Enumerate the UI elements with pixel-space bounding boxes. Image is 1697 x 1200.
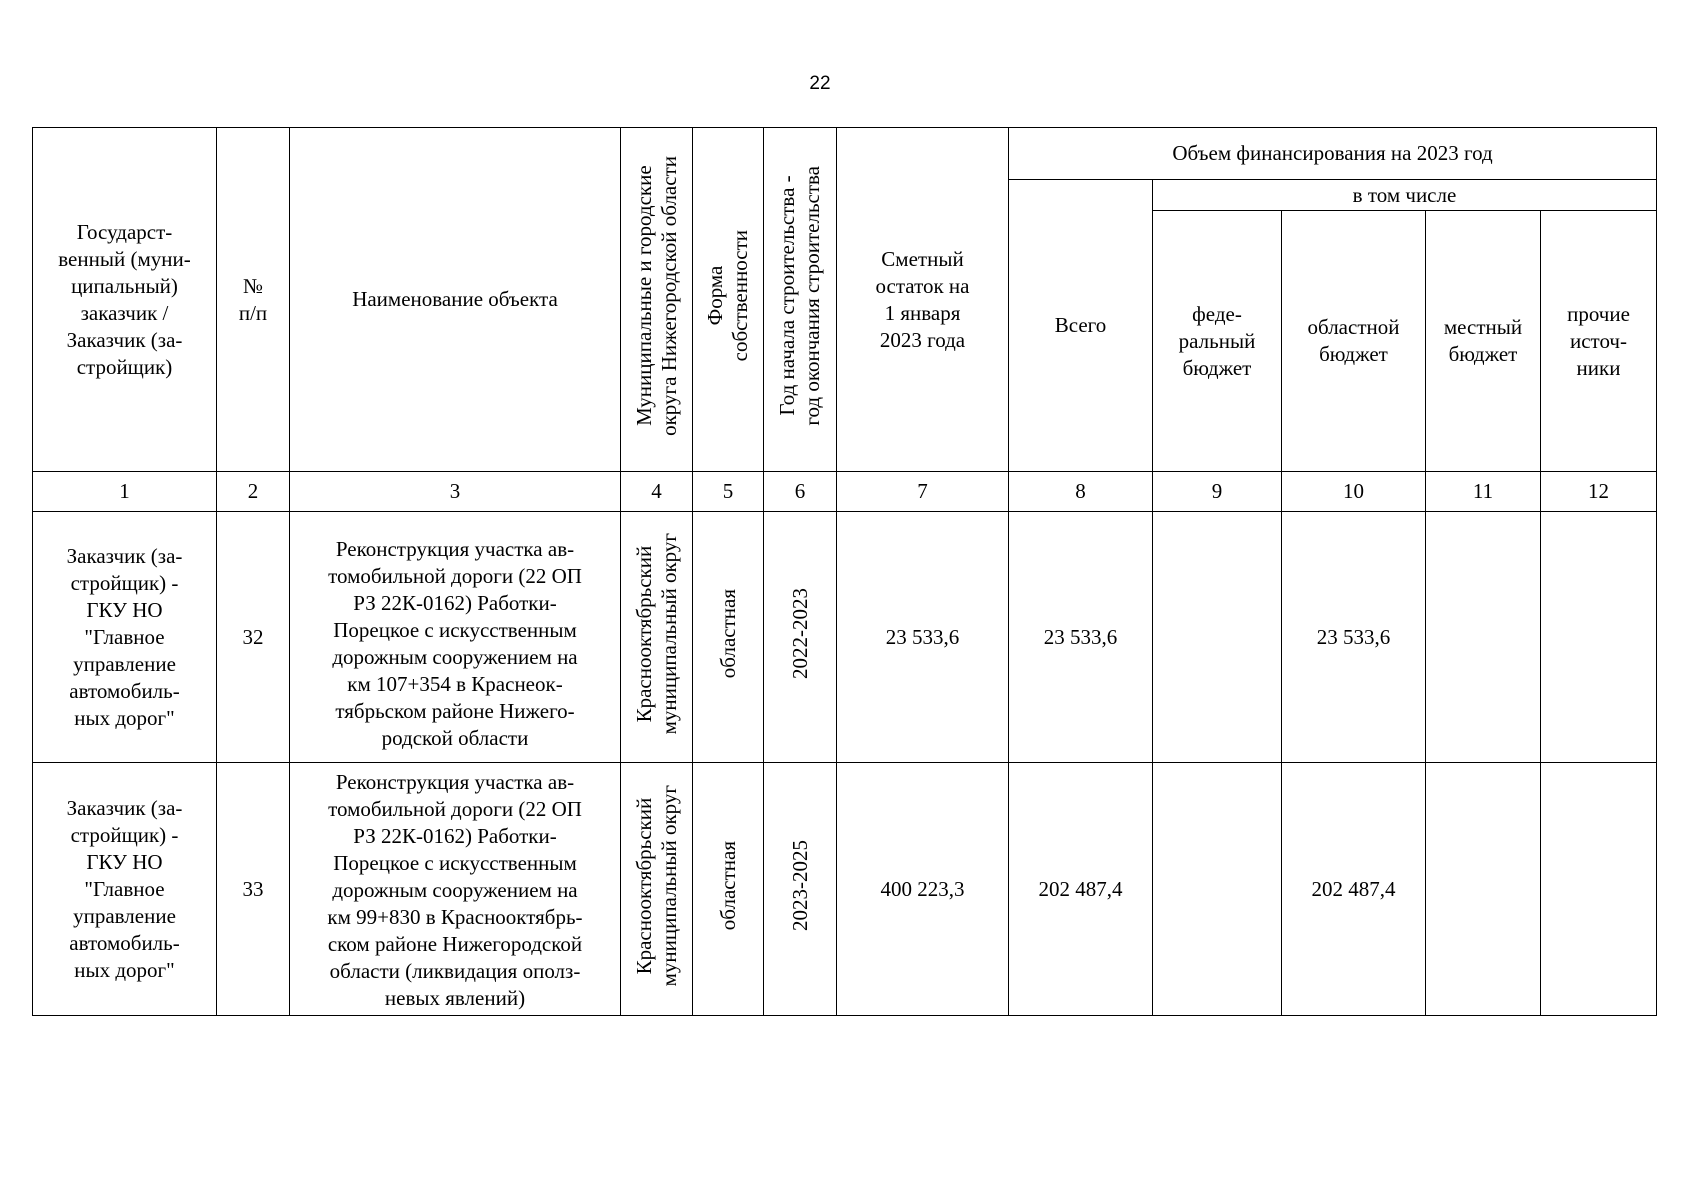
row-num: 33 [217, 763, 290, 1016]
column-number: 4 [621, 472, 693, 512]
header-num-text: № п/п [238, 273, 268, 325]
financing-table [32, 127, 1657, 1016]
header-other-text: прочие источ- ники [1567, 301, 1630, 380]
column-number: 5 [693, 472, 764, 512]
header-total: Всего [1009, 180, 1153, 472]
header-name: Наименование объекта [290, 128, 621, 472]
row-estimate: 400 223,3 [837, 763, 1009, 1016]
column-number: 1 [33, 472, 217, 512]
row-district-text: Краснооктябрьский муниципальный округ [631, 532, 681, 735]
row-local [1426, 512, 1541, 763]
row-local [1426, 763, 1541, 1016]
table-row [33, 763, 1657, 1016]
row-object-name-text: Реконструкция участка ав- томобильной дороги (22 ОП РЗ 22К-0162) Работки- Порецкое с искусственным дорожным сооружением на км 99+830 в Краснооктябрь- ском районе Нижегородской области (ликвидация ополз- невых явлений) [327, 769, 583, 1010]
header-including: в том числе [1153, 180, 1657, 211]
table-row [33, 512, 1657, 763]
row-years-text: 2023-2025 [787, 840, 812, 931]
row-total: 23 533,6 [1009, 512, 1153, 763]
row-regional: 23 533,6 [1282, 512, 1426, 763]
column-number: 2 [217, 472, 290, 512]
row-federal [1153, 763, 1282, 1016]
header-customer-text: Государст- венный (муни- ципальный) заказчик / Заказчик (за- стройщик) [58, 219, 191, 379]
header-local [1426, 211, 1541, 472]
header-ownership [693, 128, 764, 472]
row-years-text: 2022-2023 [787, 588, 812, 679]
row-ownership-text: областная [715, 840, 740, 931]
row-district [621, 763, 693, 1016]
row-customer-text: Заказчик (за- стройщик) - ГКУ НО "Главное управление автомобиль- ных дорог" [66, 543, 183, 730]
header-local-text: местный бюджет [1443, 315, 1523, 366]
header-regional-text: областной бюджет [1307, 315, 1400, 366]
row-customer [33, 763, 217, 1016]
header-federal [1153, 211, 1282, 472]
row-object-name-text: Реконструкция участка ав- томобильной дороги (22 ОП РЗ 22К-0162) Работки- Порецкое с искусственным дорожным сооружением на км 107+354 в Краснеок- тябрьском районе Нижего- родской области [328, 537, 582, 750]
row-estimate: 23 533,6 [837, 512, 1009, 763]
row-district-text: Краснооктябрьский муниципальный округ [631, 784, 681, 987]
column-number: 7 [837, 472, 1009, 512]
row-num: 32 [217, 512, 290, 763]
row-customer-text: Заказчик (за- стройщик) - ГКУ НО "Главное управление автомобиль- ных дорог" [66, 795, 183, 982]
header-financing: Объем финансирования на 2023 год [1009, 128, 1657, 180]
row-district [621, 512, 693, 763]
row-object-name [290, 763, 621, 1016]
row-total: 202 487,4 [1009, 763, 1153, 1016]
row-years [764, 763, 837, 1016]
header-other [1541, 211, 1657, 472]
column-number: 11 [1426, 472, 1541, 512]
row-customer [33, 512, 217, 763]
row-regional: 202 487,4 [1282, 763, 1426, 1016]
header-district-text: Муниципальные и городские округа Нижегородской области [631, 156, 681, 436]
row-federal [1153, 512, 1282, 763]
header-customer [33, 128, 217, 472]
row-object-name [290, 512, 621, 763]
row-years [764, 512, 837, 763]
column-number: 12 [1541, 472, 1657, 512]
column-number-row [33, 472, 1657, 512]
column-number: 3 [290, 472, 621, 512]
row-ownership [693, 763, 764, 1016]
row-other [1541, 763, 1657, 1016]
header-federal-text: феде- ральный бюджет [1178, 301, 1256, 380]
header-ownership-text: Форма собственности [703, 230, 752, 362]
header-district [621, 128, 693, 472]
row-ownership-text: областная [715, 588, 740, 679]
header-estimate [837, 128, 1009, 472]
row-other [1541, 512, 1657, 763]
page-number: 22 [809, 73, 831, 94]
header-years [764, 128, 837, 472]
header-estimate-text: Сметный остаток на 1 января 2023 года [875, 246, 970, 352]
header-regional [1282, 211, 1426, 472]
header-num [217, 128, 290, 472]
column-number: 9 [1153, 472, 1282, 512]
column-number: 8 [1009, 472, 1153, 512]
header-years-text: Год начала строительства - год окончания строительства [775, 166, 824, 426]
column-number: 6 [764, 472, 837, 512]
row-ownership [693, 512, 764, 763]
column-number: 10 [1282, 472, 1426, 512]
